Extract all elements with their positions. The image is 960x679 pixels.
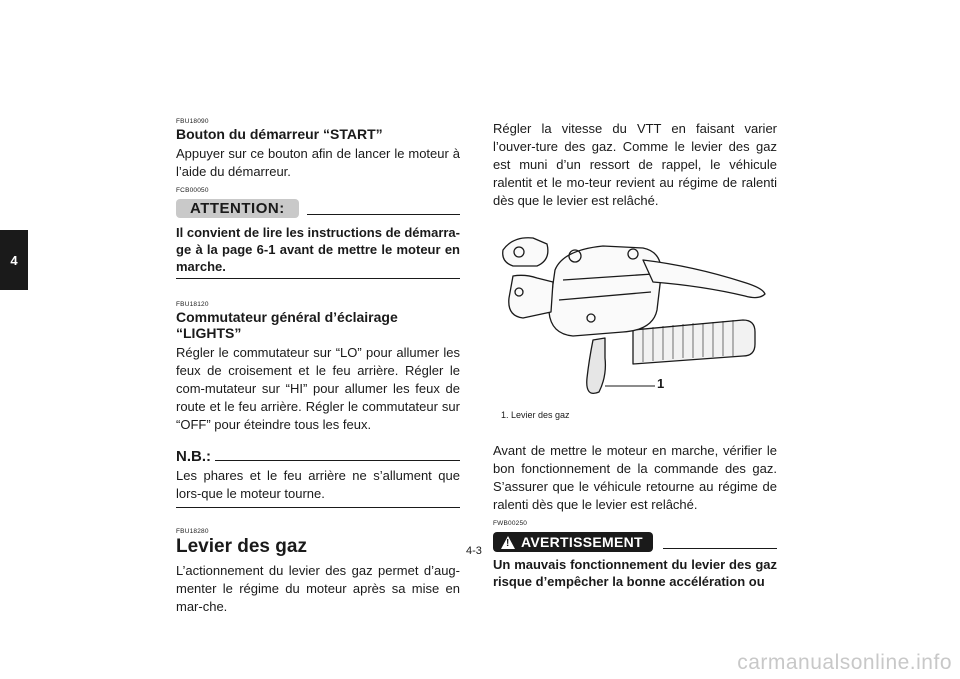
warning-triangle-icon: ! [501,536,515,549]
attention-rule [307,202,460,215]
throttle-lever-shape [587,338,606,393]
warning-badge [493,532,653,552]
watermark: carmanualsonline.info [737,651,952,674]
nb-text: Les phares et le feu arrière ne s’allument que lors-que le moteur tourne. [176,468,460,501]
start-button-text: Appuyer sur ce bouton afin de lancer le moteur à l’aide du démarreur. [176,146,460,179]
chapter-tab: 4 [0,230,28,290]
handlebar-illustration [493,220,777,400]
brake-lever [643,260,765,298]
throttle-lever-figure [493,220,777,400]
mirror-mount [503,238,548,266]
throttle-section-code: FBU18280 [176,528,209,535]
attention-banner [176,199,460,218]
left-column [176,118,460,616]
warning-rule [663,536,777,549]
nb-banner [176,448,460,465]
attention-text: Il convient de lire les instructions de démarra-ge à la page 6-1 avant de mettre le moteur en marche. [176,225,460,274]
warning-text: Un mauvais fonctionnement du levier des gaz risque d’empêcher la bonne accélération ou [493,557,777,589]
grip-shape [633,320,755,364]
warning-code: FWB00250 [493,520,528,527]
warning-label: AVERTISSEMENT [521,534,643,550]
page-number: 4-3 [466,545,482,557]
nb-label: N.B.: [176,448,211,465]
throttle-text: L’actionnement du levier des gaz permet d’aug-menter le régime du moteur après sa mise en mar-che. [176,563,460,614]
start-section-code: FBU18090 [176,118,209,125]
lights-text: Régler le commutateur sur “LO” pour allumer les feux de croisement et le feu arrière. Régler le com-mutateur sur “HI” pour allumer les feux de route et le feu arrière. Régler le commutateur sur “OFF” pour éteindre tous les feux. [176,345,460,432]
lights-section-code: FBU18120 [176,301,209,308]
lights-heading: Commutateur général d’éclairage “LIGHTS” [176,309,398,341]
attention-label: ATTENTION: [176,199,299,218]
start-button-heading: Bouton du démarreur “START” [176,126,383,142]
throttle-check-text: Avant de mettre le moteur en marche, vérifier le bon fonctionnement de la commande des gaz. S’assurer que le véhicule retourne au régime de ralenti dès que le levier est relâché. [493,443,777,512]
warning-banner [493,532,777,552]
figure-callout-number: 1 [657,376,665,391]
throttle-intro-text: Régler la vitesse du VTT en faisant varier l’ouver-ture des gaz. Comme le levier des gaz est muni d’un ressort de rappel, le véhicule ralentit et le mo-teur revient au régime de ralenti dès que le levier est relâché. [493,121,777,208]
figure-caption: 1. Levier des gaz [501,410,570,420]
nb-rule [215,460,460,461]
right-column [493,120,777,590]
attention-code: FCB00050 [176,187,209,194]
throttle-housing [549,246,661,336]
throttle-heading: Levier des gaz [176,536,307,557]
